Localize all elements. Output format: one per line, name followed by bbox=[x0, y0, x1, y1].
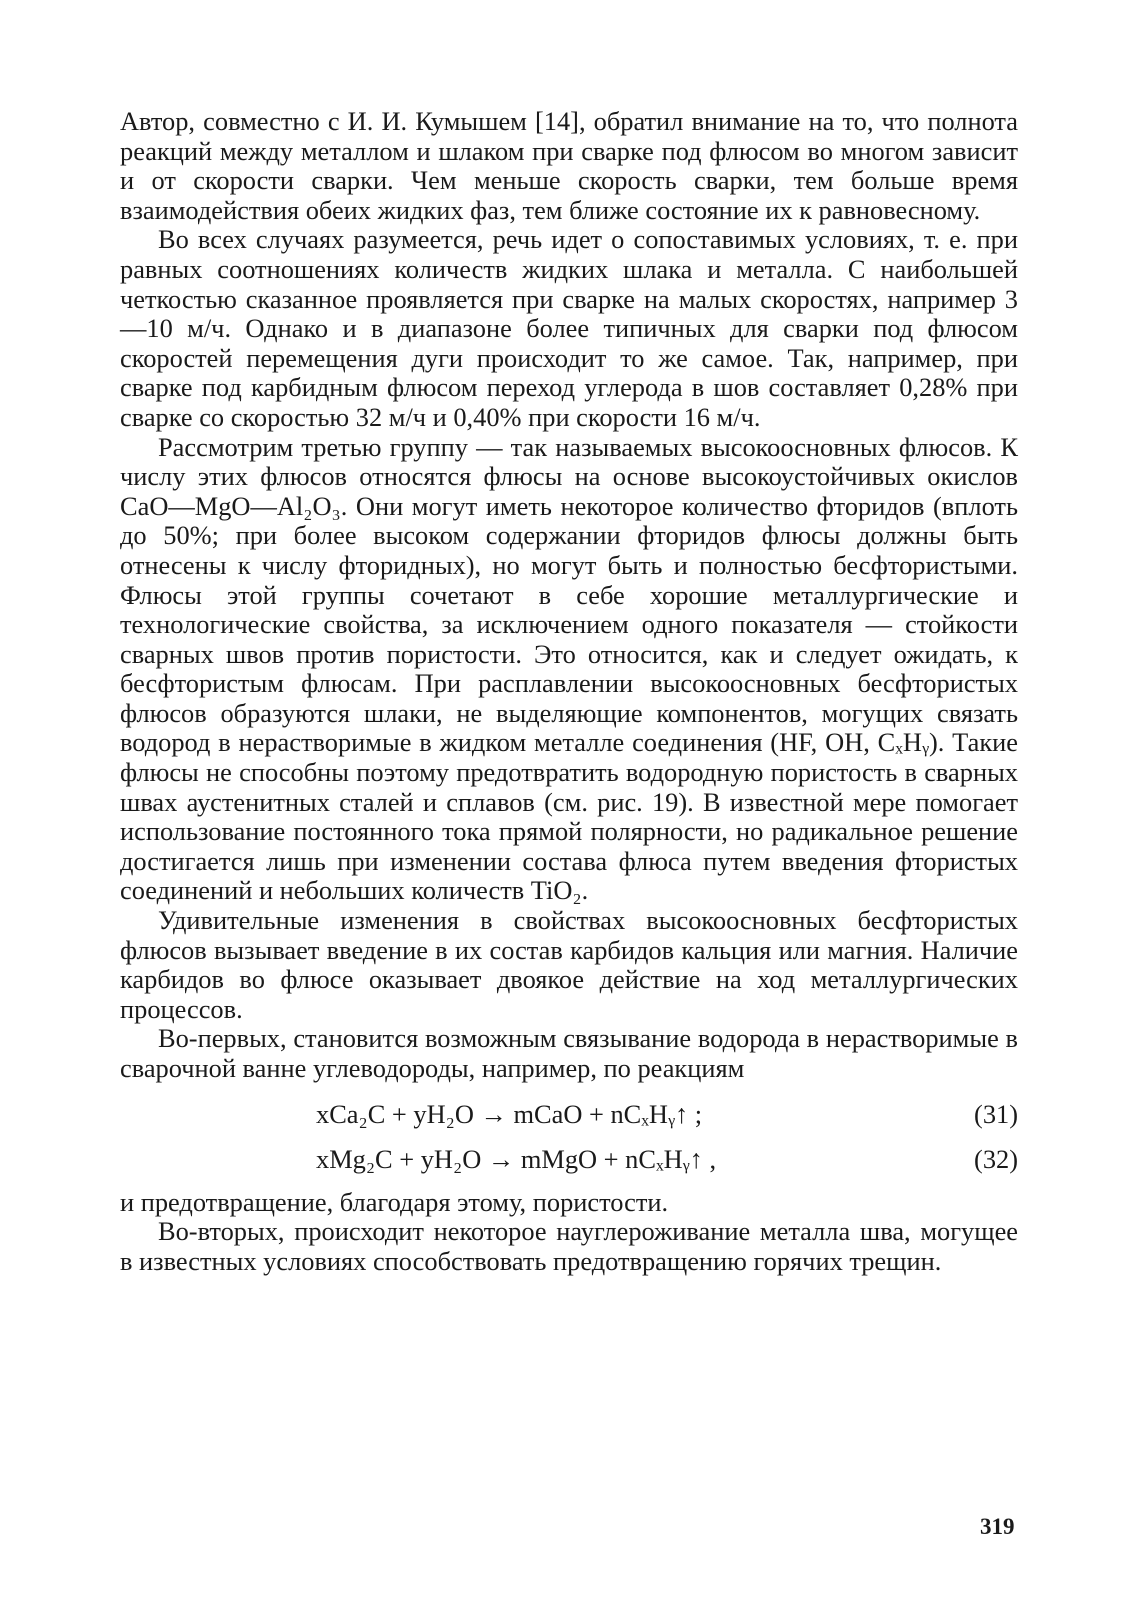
equations-block bbox=[120, 1092, 1018, 1182]
paragraph-3: Рассмотрим третью группу — так называемых высокоосновных флюсов. К числу этих флюсов относятся флюсы на основе высокоустойчивых окислов CaO—MgO—Al₂O₃. Они могут иметь некоторое количество фторидов (вплоть до 50%; при более высоком содержании фторидов флюсы должны быть отнесены к числу фторидных), но могут быть и полностью бесфтористыми. Флюсы этой группы сочетают в себе хорошие металлургические и технологические свойства, за исключением одного показателя — стойкости сварных швов против пористости. Это относится, как и следует ожидать, к бесфтористым флюсам. При расплавлении высокоосновных бесфтористых флюсов образуются шлаки, не выделяющие компонентов, могущих связать водород в нерастворимые в жидком металле соединения (HF, OH, CₓHᵧ). Такие флюсы не способны поэтому предотвратить водородную пористость в сварных швах аустенитных сталей и сплавов (см. рис. 19). В известной мере помогает использование постоянного тока прямой полярности, но радикальное решение достигается лишь при изменении состава флюса путем введения фтористых соединений и небольших количеств TiO₂. bbox=[120, 431, 1018, 906]
equation-formula: xCa₂C + yH₂O → mCaO + nCₓHᵧ↑ ; bbox=[316, 1098, 703, 1129]
paragraph-4: Удивительные изменения в свойствах высокоосновных бесфтористых флюсов вызывает введение в их состав карбидов кальция или магния. Наличие карбидов во флюсе оказывает двоякое действие на ход металлургических процессов. bbox=[120, 905, 1018, 1024]
paragraph-2: Во всех случаях разумеется, речь идет о сопоставимых условиях, т. е. при равных соотношениях количеств жидких шлака и металла. С наибольшей четкостью сказанное проявляется при сварке на малых скоростях, например 3—10 м/ч. Однако и в диапазоне более типичных для сварки под флюсом скоростей перемещения дуги происходит то же самое. Так, например, при сварке под карбидным флюсом переход углерода в шов составляет 0,28% при сварке со скоростью 32 м/ч и 0,40% при скорости 16 м/ч. bbox=[120, 224, 1018, 432]
paragraph-1: Автор, совместно с И. И. Кумышем [14], обратил внимание на то, что полнота реакций между металлом и шлаком при сварке под флюсом во многом зависит и от скорости сварки. Чем меньше скорость сварки, тем больше время взаимодействия обеих жидких фаз, тем ближе состояние их к равновесному. bbox=[120, 106, 1018, 225]
equation-32 bbox=[120, 1137, 1018, 1182]
equation-number: (31) bbox=[974, 1098, 1018, 1129]
page-body bbox=[120, 107, 1018, 1276]
equation-number: (32) bbox=[974, 1143, 1018, 1174]
page-number: 319 bbox=[980, 1514, 1015, 1539]
paragraph-5: Во-первых, становится возможным связывание водорода в нерастворимые в сварочной ванне углеводороды, например, по реакциям bbox=[120, 1023, 1018, 1083]
equation-formula: xMg₂C + yH₂O → mMgO + nCₓHᵧ↑ , bbox=[316, 1143, 717, 1174]
paragraph-7: Во-вторых, происходит некоторое науглероживание металла шва, могущее в известных условиях способствовать предотвращению горячих трещин. bbox=[120, 1216, 1018, 1276]
equation-31 bbox=[120, 1092, 1018, 1137]
paragraph-6: и предотвращение, благодаря этому, пористости. bbox=[120, 1186, 669, 1217]
